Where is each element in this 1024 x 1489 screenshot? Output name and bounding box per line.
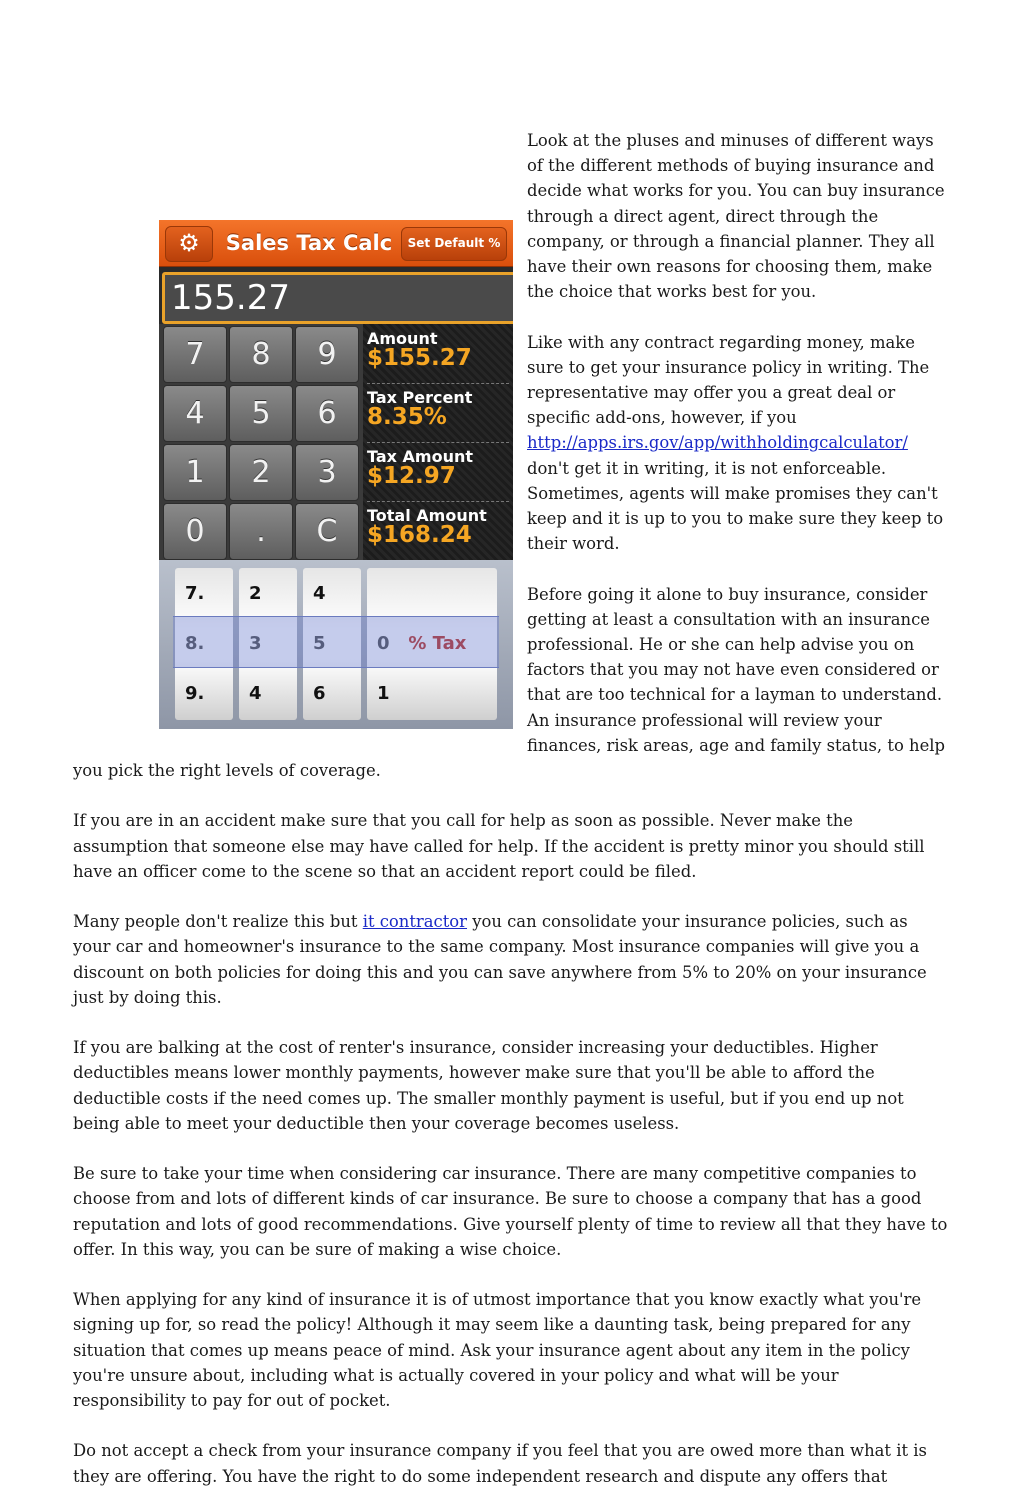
sales-tax-calc-screenshot	[159, 220, 513, 729]
key-9: 9	[295, 326, 359, 383]
wheel-cell: 4	[313, 583, 326, 604]
result-tax-percent	[367, 383, 509, 443]
wheel-cell: 2	[249, 583, 262, 604]
paragraph-7: Be sure to take your time when considering car insurance. There are many competitive companies to choose from and lots of different kinds of car insurance. Be sure to choose a company that has a good reputation and lots of good recommendations. Give yourself plenty of time to review all that they have to offer. In this way, you can be sure of making a wise choice.	[73, 1164, 948, 1259]
paragraph-6: If you are balking at the cost of renter's insurance, consider increasing your deductibles. Higher deductibles means lower monthly payments, however make sure that you'll be able to afford the deductible costs if the need comes up. The smaller monthly payment is useful, but if you end up not being able to meet your deductible then your coverage becomes useless.	[73, 1038, 904, 1133]
key-decimal: .	[229, 503, 293, 560]
wheel-cell-value: 0	[377, 633, 390, 654]
result-amount	[367, 324, 509, 384]
wheel-cell: 4	[249, 683, 262, 704]
key-4: 4	[163, 385, 227, 442]
result-label: Amount	[367, 329, 438, 348]
key-0: 0	[163, 503, 227, 560]
gear-icon: ⚙	[165, 226, 213, 262]
tax-suffix: % Tax	[408, 633, 467, 654]
result-value: $155.27	[367, 345, 472, 371]
key-1: 1	[163, 444, 227, 501]
result-value: 8.35%	[367, 404, 447, 430]
set-default-button: Set Default %	[401, 227, 507, 261]
irs-link[interactable]: http://apps.irs.gov/app/withholdingcalculator/	[527, 433, 908, 453]
paragraph-2-text-b: don't get it in writing, it is not enforceable. Sometimes, agents will make promises they can't keep and it is up to you to make sure they keep to their word.	[527, 458, 944, 554]
wheel-selection-band	[173, 616, 499, 668]
paragraph-9: Do not accept a check from your insurance company if you feel that you are owed more than what it is they are offering. You have the right to do some independent research and dispute any offers that	[73, 1441, 927, 1486]
app-titlebar	[159, 220, 513, 267]
paragraph-3: Before going it alone to buy insurance, consider getting at least a consultation with an insurance professional. He or she can help advise you on factors that you may not have even considered or that are too technical for a layman to understand. An insurance professional will review your finances, risk areas, age and family status, to help you pick the right levels of coverage.	[73, 584, 946, 781]
wheel-cell: 6	[313, 683, 326, 704]
result-value: $12.97	[367, 463, 456, 489]
result-label: Tax Percent	[367, 388, 473, 407]
tax-picker-wheel	[159, 560, 513, 729]
key-3: 3	[295, 444, 359, 501]
amount-display: 155.27	[162, 272, 513, 324]
key-2: 2	[229, 444, 293, 501]
app-title: Sales Tax Calc	[225, 231, 393, 255]
key-clear: C	[295, 503, 359, 560]
keypad	[159, 324, 363, 560]
result-tax-amount	[367, 442, 509, 502]
key-8: 8	[229, 326, 293, 383]
result-total-amount	[367, 501, 509, 560]
wheel-cell: 9.	[185, 683, 205, 704]
wheel-cell	[367, 570, 497, 618]
result-value: $168.24	[367, 522, 472, 548]
wheel-cell: 1	[377, 683, 390, 704]
key-6: 6	[295, 385, 359, 442]
wheel-cell: 3	[249, 633, 262, 654]
results-panel	[363, 324, 513, 560]
paragraph-5-text-a: Many people don't realize this but	[73, 912, 363, 932]
paragraph-5	[73, 909, 950, 1010]
result-label: Total Amount	[367, 506, 487, 525]
result-label: Tax Amount	[367, 447, 474, 466]
paragraph-4: If you are in an accident make sure that you call for help as soon as possible. Never make the assumption that someone else may have called for help. If the accident is pretty minor you should still have an officer come to the scene so that an accident report could be filed.	[73, 811, 925, 881]
wheel-cell: 8.	[185, 633, 205, 654]
it-contractor-link[interactable]: it contractor	[362, 912, 468, 932]
key-5: 5	[229, 385, 293, 442]
wheel-cell: 5	[313, 633, 326, 654]
paragraph-2-text-a: Like with any contract regarding money, make sure to get your insurance policy in writing. The representative may offer you a great deal or specific add-ons, however, if you	[527, 332, 930, 428]
key-7: 7	[163, 326, 227, 383]
paragraph-1: Look at the pluses and minuses of different ways of the different methods of buying insurance and decide what works for you. You can buy insurance through a direct agent, direct through the company, or through a financial planner. They all have their own reasons for choosing them, make the choice that works best for you.	[527, 131, 945, 302]
paragraph-8: When applying for any kind of insurance it is of utmost importance that you know exactly what you're signing up for, so read the policy! Although it may seem like a daunting task, being prepared for any situation that comes up means peace of mind. Ask your insurance agent about any item in the policy you're unsure about, including what is actually covered in your policy and what will be your responsibility to pay for out of pocket.	[73, 1290, 922, 1411]
wheel-cell: 7.	[185, 583, 205, 604]
paragraph-5-text-b: you can consolidate your insurance policies, such as your car and homeowner's insurance to the same company. Most insurance companies will give you a discount on both policies for doing this and you can save anywhere from 5% to 20% on your insurance just by doing this.	[73, 912, 927, 1007]
